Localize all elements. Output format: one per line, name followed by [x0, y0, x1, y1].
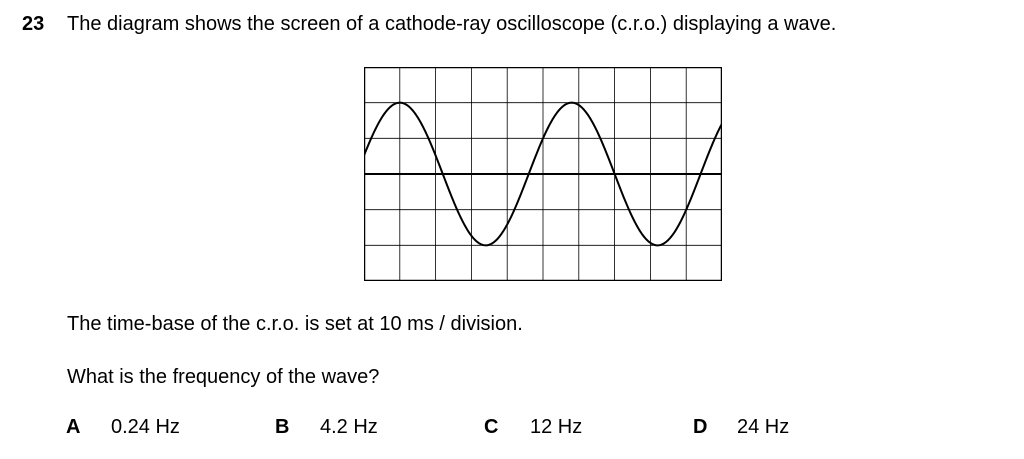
oscilloscope-screen [364, 67, 722, 281]
timebase-statement: The time-base of the c.r.o. is set at 10 ms / division. [67, 313, 523, 335]
option-c-letter: C [484, 416, 499, 438]
option-d-letter: D [693, 416, 708, 438]
option-d-value[interactable]: 24 Hz [737, 416, 790, 438]
option-b-value[interactable]: 4.2 Hz [320, 416, 378, 438]
question-prompt: What is the frequency of the wave? [67, 366, 380, 388]
option-a-letter: A [66, 416, 81, 438]
question-number: 23 [22, 13, 45, 35]
option-a-value[interactable]: 0.24 Hz [111, 416, 180, 438]
question-stem: The diagram shows the screen of a cathode-ray oscilloscope (c.r.o.) displaying a wave. [67, 13, 837, 35]
option-c-value[interactable]: 12 Hz [530, 416, 583, 438]
option-b-letter: B [275, 416, 290, 438]
